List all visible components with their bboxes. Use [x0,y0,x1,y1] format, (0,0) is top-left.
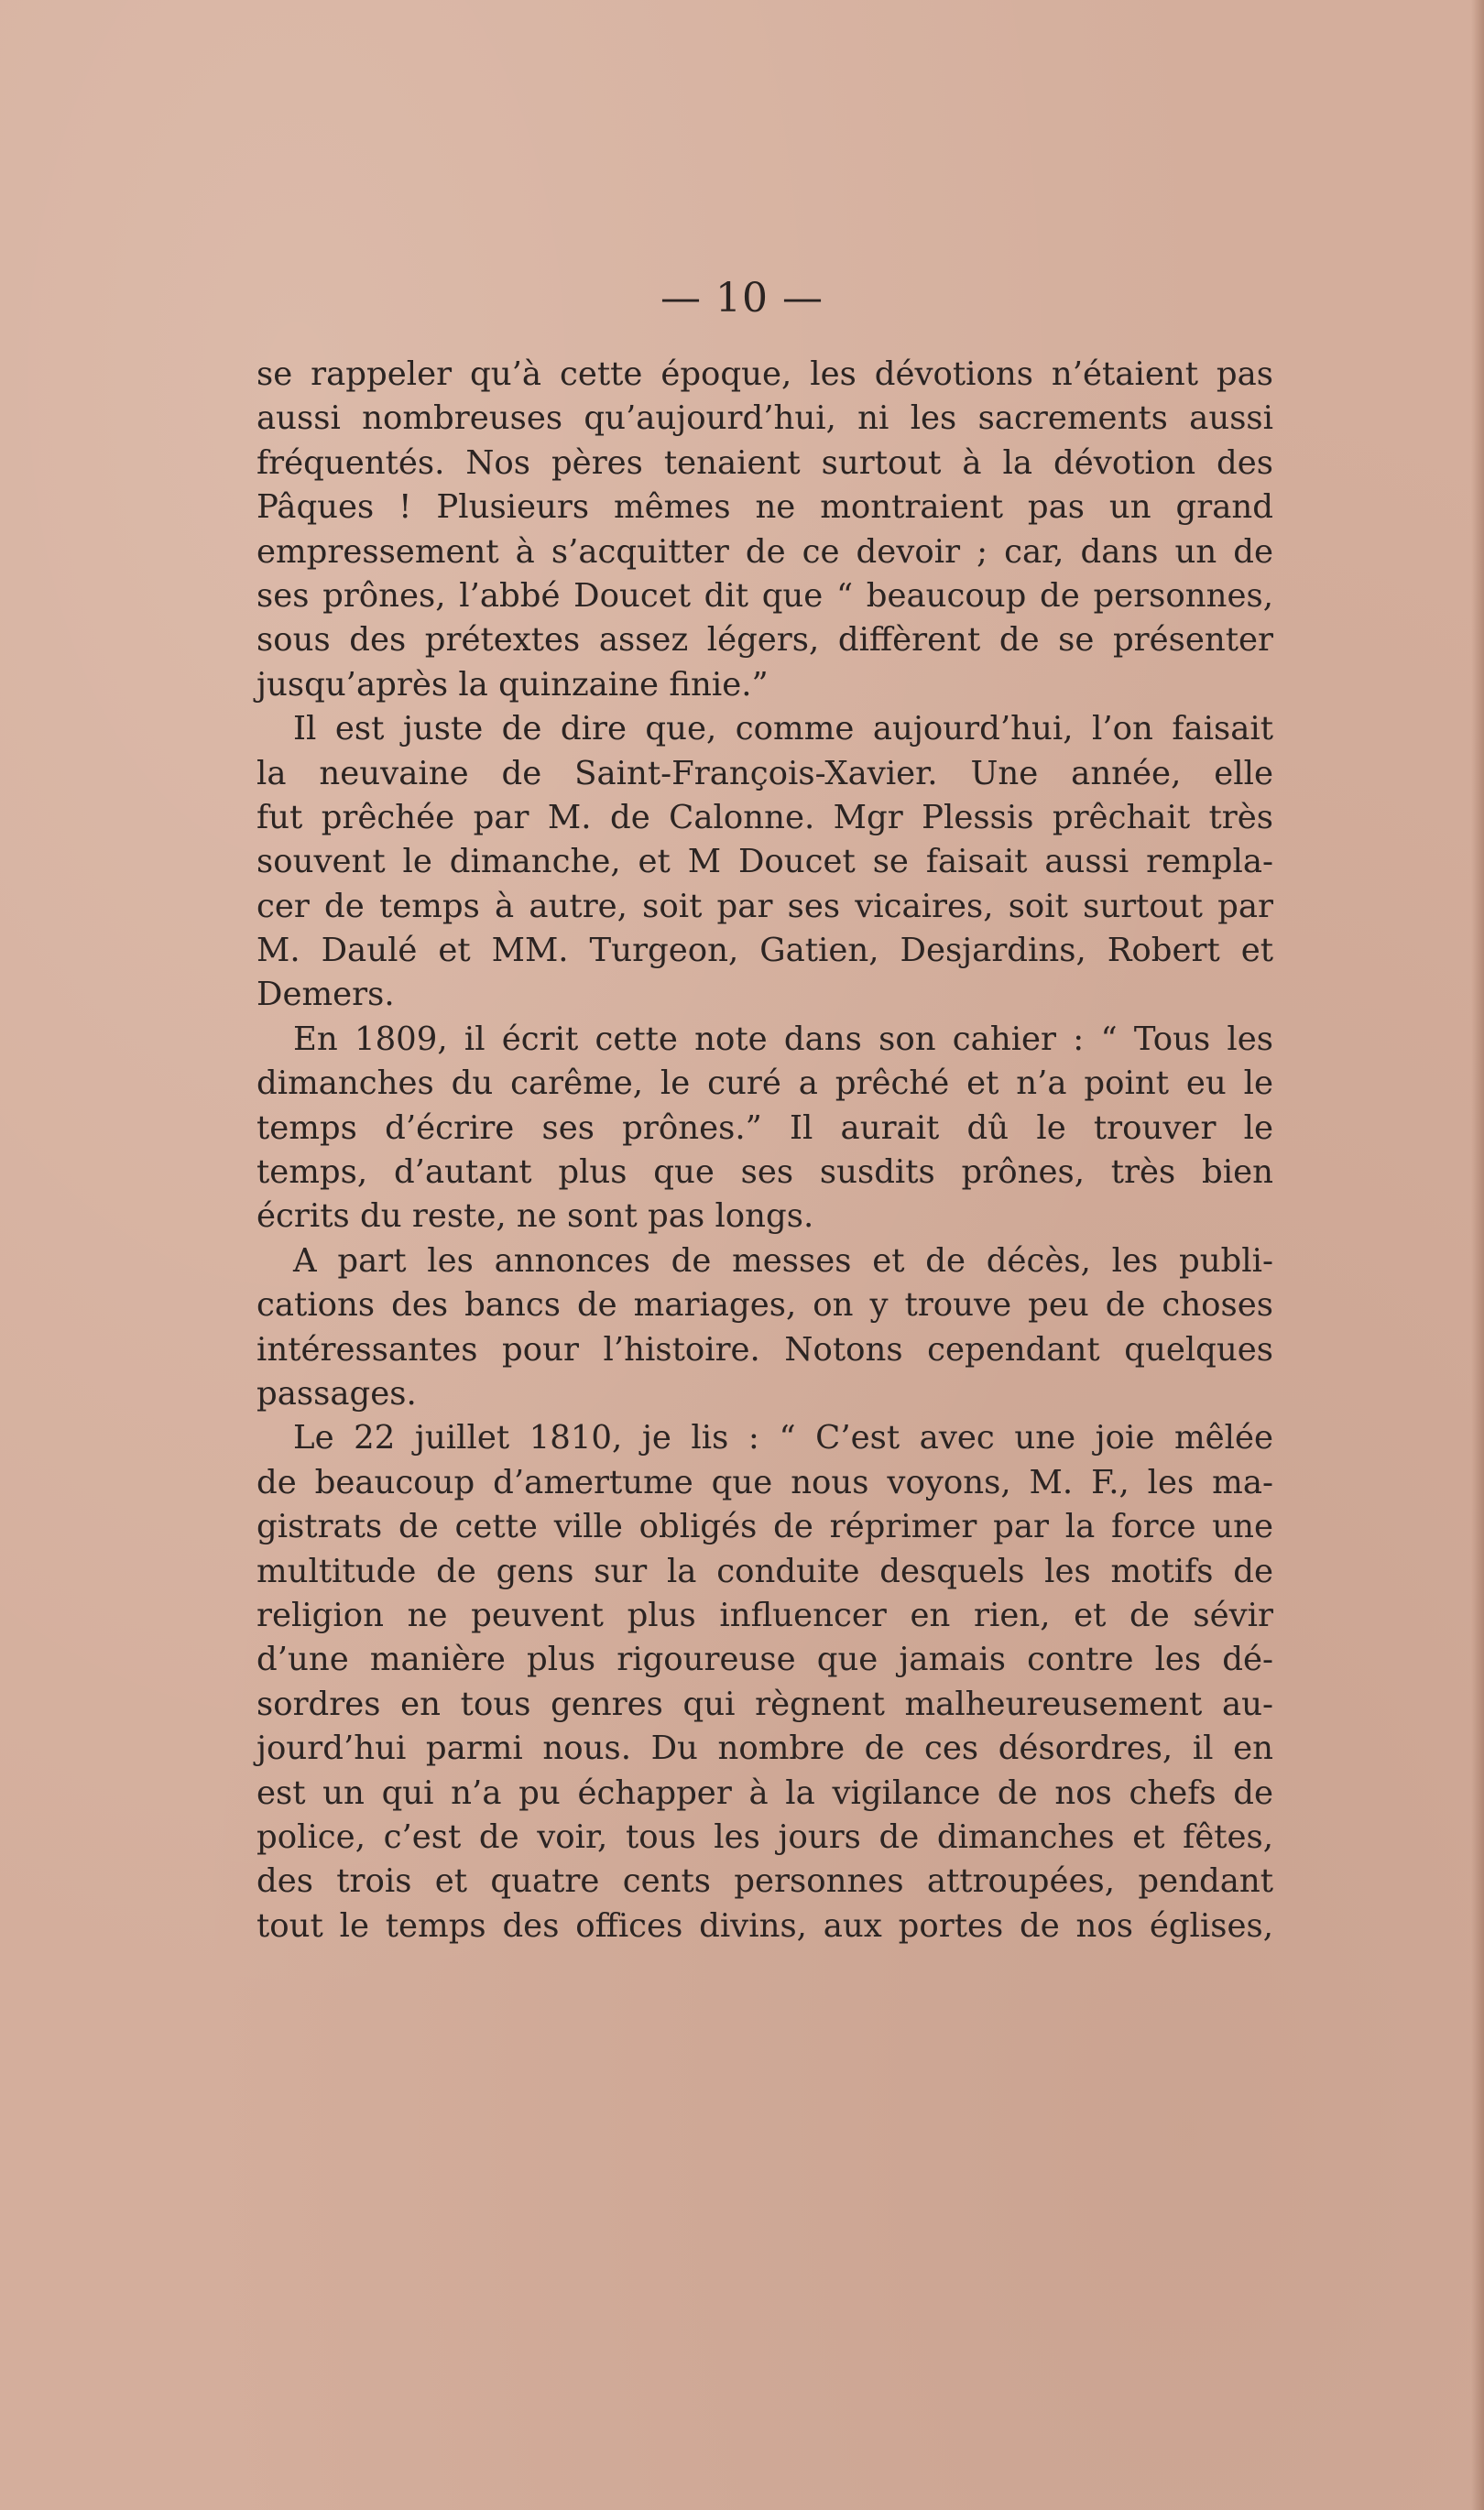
text-line: police, c’est de voir, tous les jours de dimanches et fêtes, [256,1817,1273,1856]
text-line: aussi nombreuses qu’aujourd’hui, ni les sacrements aussi [256,399,1273,438]
text-line: Il est juste de dire que, comme aujourd’hui, l’on faisait [293,710,1273,748]
text-line: Le 22 juillet 1810, je lis : “ C’est avec une joie mêlée [293,1419,1273,1457]
text-line: fut prêchée par M. de Calonne. Mgr Plessis prêchait très [256,798,1273,836]
text-line: sordres en tous genres qui règnent malheureusement au- [256,1685,1273,1723]
text-line: tout le temps des offices divins, aux portes de nos églises, [256,1906,1273,1945]
text-line: temps d’écrire ses prônes.” Il aurait dû le trouver le [256,1108,1273,1147]
text-line: A part les annonces de messes et de décès, les publi- [293,1241,1273,1280]
text-line: est un qui n’a pu échapper à la vigilance de nos chefs de [256,1773,1273,1812]
page-number: — 10 — [660,275,824,322]
text-line: souvent le dimanche, et M Doucet se faisait aussi rempla- [256,843,1273,881]
text-line: dimanches du carême, le curé a prêché et n’a point eu le [256,1064,1273,1103]
text-line: jourd’hui parmi nous. Du nombre de ces désordres, il en [256,1730,1273,1768]
text-line: sous des prétextes assez légers, diffèrent de se présenter [256,621,1273,660]
text-line: écrits du reste, ne sont pas longs. [256,1197,814,1236]
text-line: empressement à s’acquitter de ce devoir ; car, dans un de [256,532,1273,571]
text-line: intéressantes pour l’histoire. Notons cependant quelques [256,1330,1273,1369]
text-line: En 1809, il écrit cette note dans son cahier : “ Tous les [293,1020,1273,1058]
page-edge-shadow [1471,0,1484,2510]
text-line: cer de temps à autre, soit par ses vicaires, soit surtout par [256,887,1273,925]
text-line: religion ne peuvent plus influencer en rien, et de sévir [256,1596,1273,1634]
text-line: ses prônes, l’abbé Doucet dit que “ beaucoup de personnes, [256,576,1273,615]
text-line: passages. [256,1374,417,1413]
text-line: la neuvaine de Saint-François-Xavier. Une année, elle [256,754,1273,792]
text-line: temps, d’autant plus que ses susdits prônes, très bien [256,1153,1273,1192]
text-line: fréquentés. Nos pères tenaient surtout à la dévotion des [256,443,1273,482]
text-line: se rappeler qu’à cette époque, les dévotions n’étaient pas [256,355,1273,393]
text-line: cations des bancs de mariages, on y trouve peu de choses [256,1286,1273,1325]
text-line: Pâques ! Plusieurs mêmes ne montraient pas un grand [256,488,1273,527]
body-text [256,353,1273,1948]
text-line: des trois et quatre cents personnes attroupées, pendant [256,1862,1273,1901]
text-line: Demers. [256,976,395,1014]
text-line: M. Daulé et MM. Turgeon, Gatien, Desjardins, Robert et [256,932,1273,970]
text-line: gistrats de cette ville obligés de réprimer par la force une [256,1508,1273,1546]
text-line: d’une manière plus rigoureuse que jamais contre les dé- [256,1641,1273,1679]
text-line: jusqu’après la quinzaine finie.” [256,665,769,704]
text-line: multitude de gens sur la conduite desquels les motifs de [256,1552,1273,1590]
text-line: de beaucoup d’amertume que nous voyons, M. F., les ma- [256,1463,1273,1501]
